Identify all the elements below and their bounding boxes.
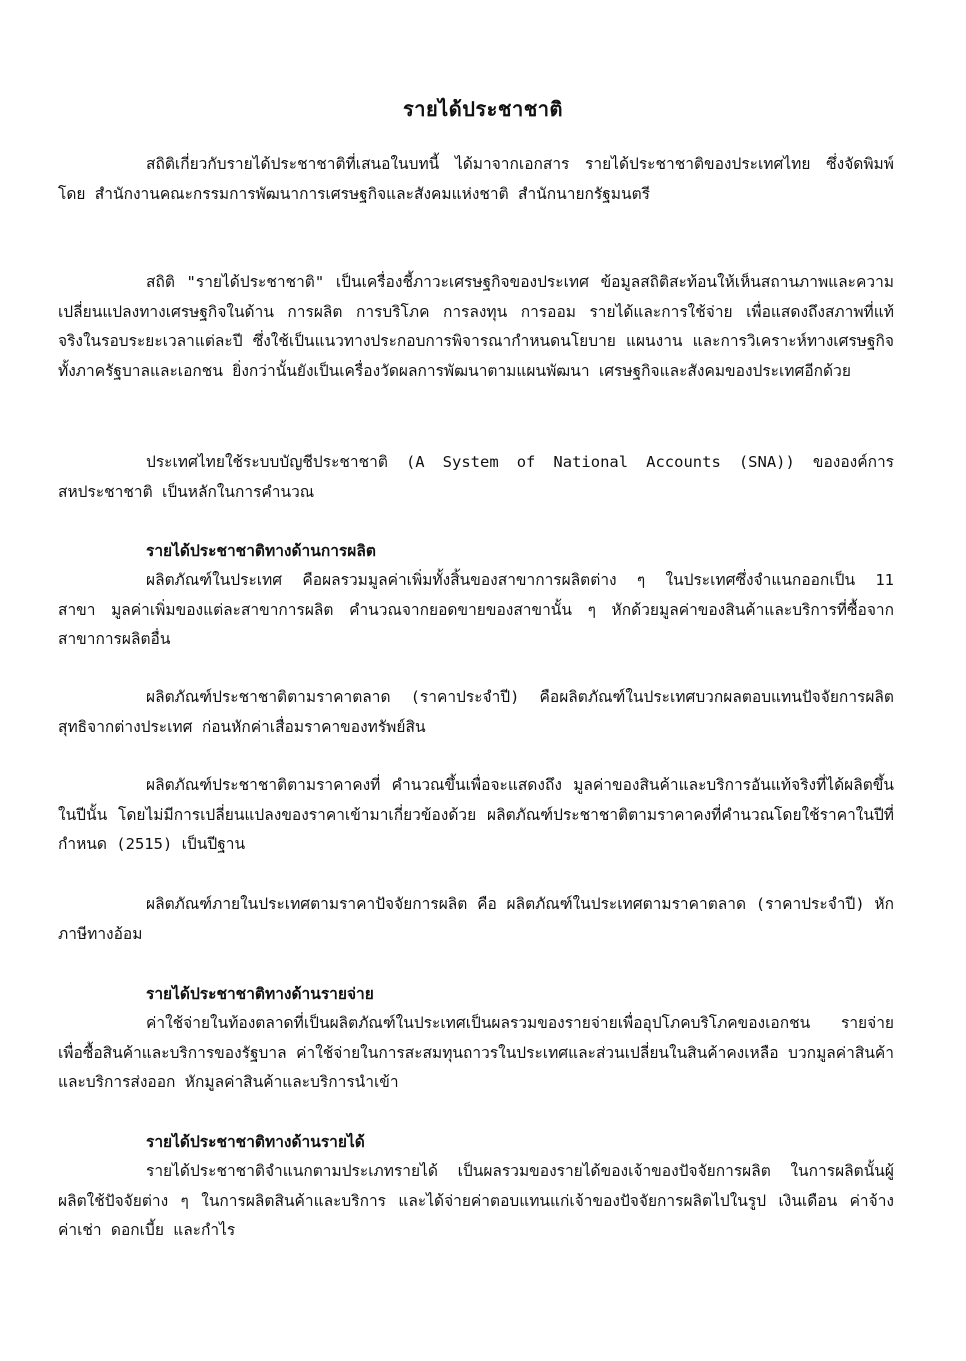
- income-paragraph: รายได้ประชาชาติจำแนกตามประเภทรายได้ เป็นผลรวมของรายได้ของเจ้าของปัจจัยการผลิต ในการผลิตนั้นผู้ผลิตใช้ปัจจัยต่าง ๆ ในการผลิตสินค้าและบริการ และได้จ่ายค่าตอบแทนแก่เจ้าของปัจจัยการผลิตไปในรูป เงินเดือน ค่าจ้าง ค่าเช่า ดอกเบี้ย และกำไร: [58, 1162, 894, 1239]
- intro-paragraph-purpose: สถิติ "รายได้ประชาชาติ" เป็นเครื่องชี้ภาวะเศรษฐกิจของประเทศ ข้อมูลสถิติสะท้อนให้เห็นสถานภาพและความเปลี่ยนแปลงทางเศรษฐกิจในด้าน การผลิต การบริโภค การลงทุน การออม รายได้และการใช้จ่าย เพื่อแสดงถึงสภาพที่แท้จริงในรอบระยะเวลาแต่ละปี ซึ่งใช้เป็นแนวทางประกอบการพิจารณากำหนดนโยบาย แผนงาน และการวิเคราะห์ทางเศรษฐกิจ ทั้งภาครัฐบาลและเอกชน ยิ่งกว่านั้นยังเป็นเครื่องวัดผลการพัฒนาตามแผนพัฒนา เศรษฐกิจและสังคมของประเทศอีกด้วย: [58, 273, 894, 380]
- production-paragraph-gnp-constant: ผลิตภัณฑ์ประชาชาติตามราคาคงที่ คำนวณขึ้นเพื่อจะแสดงถึง มูลค่าของสินค้าและบริการอันแท้จริงที่ได้ผลิตขึ้นในปีนั้น โดยไม่มีการเปลี่ยนแปลงของราคาเข้ามาเกี่ยวข้องด้วย ผลิตภัณฑ์ประชาชาติตามราคาคงที่คำนวณโดยใช้ราคาในปีที่กำหนด (2515) เป็นปีฐาน: [58, 776, 894, 853]
- intro-paragraph-source: สถิติเกี่ยวกับรายได้ประชาชาติที่เสนอในบทนี้ ได้มาจากเอกสาร รายได้ประชาชาติของประเทศไทย ซึ่งจัดพิมพ์โดย สำนักงานคณะกรรมการพัฒนาการเศรษฐกิจและสังคมแห่งชาติ สำนักนายกรัฐมนตรี: [58, 155, 894, 203]
- expenditure-paragraph: ค่าใช้จ่ายในท้องตลาดที่เป็นผลิตภัณฑ์ในประเทศเป็นผลรวมของรายจ่ายเพื่ออุปโภคบริโภคของเอกชน รายจ่ายเพื่อซื้อสินค้าและบริการของรัฐบาล ค่าใช้จ่ายในการสะสมทุนถาวรในประเทศและส่วนเปลี่ยนในสินค้าคงเหลือ บวกมูลค่าสินค้าและบริการส่งออก หักมูลค่าสินค้าและบริการนำเข้า: [58, 1014, 894, 1091]
- production-paragraph-factor-cost: ผลิตภัณฑ์ภายในประเทศตามราคาปัจจัยการผลิต คือ ผลิตภัณฑ์ในประเทศตามราคาตลาด (ราคาประจำปี) หักภาษีทางอ้อม: [58, 895, 894, 943]
- page-title: รายได้ประชาชาติ: [402, 97, 563, 121]
- intro-paragraph-sna: ประเทศไทยใช้ระบบบัญชีประชาชาติ (A System of National Accounts (SNA)) ขององค์การสหประชาชาติ เป็นหลักในการคำนวณ: [58, 453, 894, 501]
- section-heading-expenditure: รายได้ประชาชาติทางด้านรายจ่าย: [146, 985, 374, 1003]
- section-heading-production: รายได้ประชาชาติทางด้านการผลิต: [146, 542, 376, 560]
- production-paragraph-gdp: ผลิตภัณฑ์ในประเทศ คือผลรวมมูลค่าเพิ่มทั้งสิ้นของสาขาการผลิตต่าง ๆ ในประเทศซึ่งจำแนกออกเป็น 11 สาขา มูลค่าเพิ่มของแต่ละสาขาการผลิต คำนวณจากยอดขายของสาขานั้น ๆ หักด้วยมูลค่าของสินค้าและบริการที่ซื้อจากสาขาการผลิตอื่น: [58, 571, 894, 648]
- production-paragraph-gnp-market: ผลิตภัณฑ์ประชาชาติตามราคาตลาด (ราคาประจำปี) คือผลิตภัณฑ์ในประเทศบวกผลตอบแทนปัจจัยการผลิตสุทธิจากต่างประเทศ ก่อนหักค่าเสื่อมราคาของทรัพย์สิน: [58, 688, 894, 736]
- section-heading-income: รายได้ประชาชาติทางด้านรายได้: [146, 1133, 365, 1151]
